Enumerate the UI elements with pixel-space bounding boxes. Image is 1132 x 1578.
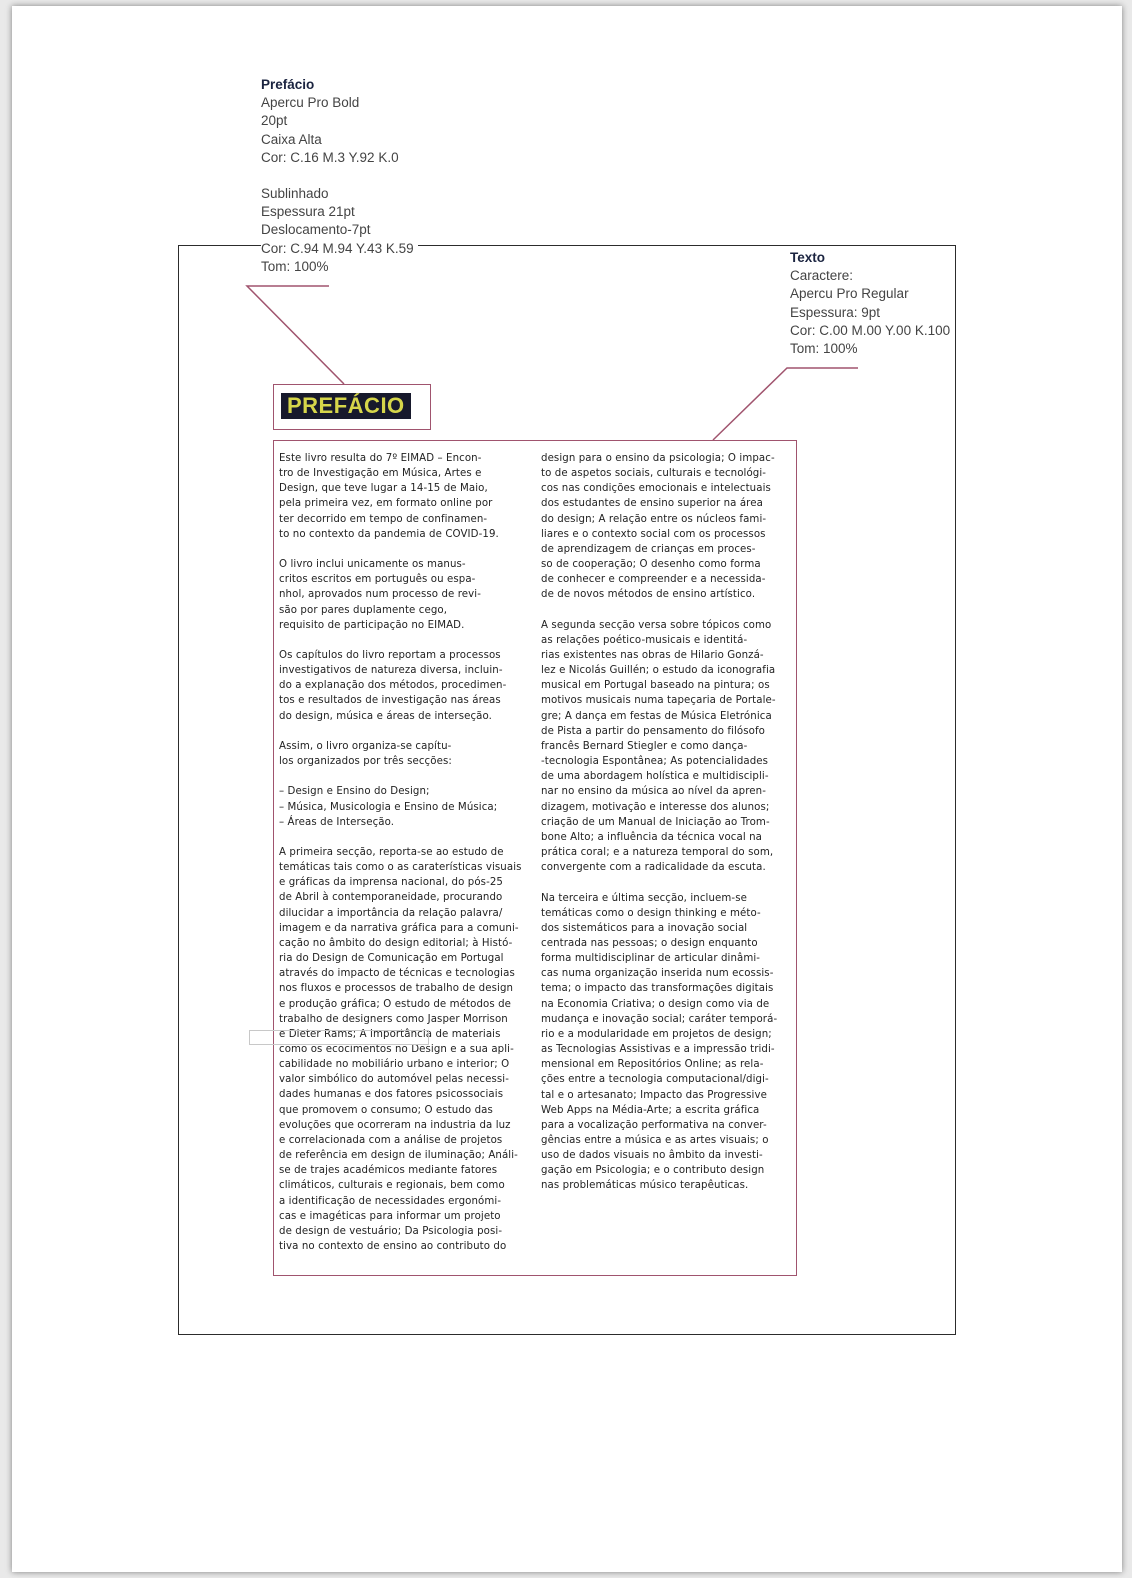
body-paragraph: Este livro resulta do 7º EIMAD – Encon- tro de Investigação em Música, Artes e Design, que teve lugar a 14-15 de Maio, pela primeira vez, em formato online por ter decorrido em tempo de confinamen- to no contexto da pandemia de COVID-19.: [279, 453, 499, 540]
body-paragraph: O livro inclui unicamente os manus- critos escritos em português ou espa- nhol, aprovados num processo de revi- são por pares duplamente cego, requisito de participação no EIMAD.: [279, 559, 482, 631]
body-paragraph: Na terceira e última secção, incluem-se temáticas como o design thinking e méto- dos sistemáticos para a inovação social centrada nas pessoas; o design enquanto forma multidisciplinar de articular dinâmi- cas numa organização inserida num ecossis- tema; o impacto das transformações digitais na Economia Criativa; o design como via de mudança e inovação social; caráter temporá- rio e a modularidade em projetos de design; as Tecnologias Assistivas e a impressão tridi- mensional em Repositórios Online; as rela- ções entre a tecnologia computacional/digi- tal e o artesanato; Impacto das Progressive Web Apps na Média-Arte; a escrita gráfica para a vocalização performativa na conver- gências entre a música e as artes visuais; o uso de dados visuais no âmbito da investi- gação em Psicologia; e o contributo design nas problemáticas músico terapêuticas.: [541, 892, 778, 1192]
spec-line: 20pt: [261, 113, 288, 129]
spec-line: Caixa Alta: [261, 131, 322, 147]
spec-line: Sublinhado: [261, 186, 329, 202]
body-paragraph: Assim, o livro organiza-se capítu- los organizados por três secções:: [279, 740, 452, 768]
spec-line: Cor: C.94 M.94 Y.43 K.59: [261, 240, 414, 256]
body-paragraph: A segunda secção versa sobre tópicos como as relações poético-musicais e identitá- rias existentes nas obras de Hilario Gonzá- lez e Nicolás Guillén; o estudo da iconografia musical em Portugal baseado na pintura; os motivos musicais numa tapeçaria de Portale- gre; A dança em festas de Música Eletrónica de Pista a partir do pensamento do filósofo francês Bernard Stiegler e como dança- -tecnologia Espontânea; As potencialidades de uma abordagem holística e multidiscipli- nar no ensino da música ao nível da apren- dizagem, motivação e interesse dos alunos; criação de um Manual de Iniciação ao Trom- bone Alto; a influência da técnica vocal na prática coral; e a natureza temporal do som, convergente com a radicalidade da escuta.: [541, 619, 776, 874]
spec-line: Apercu Pro Bold: [261, 95, 360, 111]
body-section-list: – Design e Ensino do Design; – Música, Musicologia e Ensino de Música; – Áreas de Interseção.: [279, 786, 498, 828]
texto-spec-annotation: [790, 249, 954, 358]
spec-line: Espessura 21pt: [261, 204, 355, 220]
prefacio-spec-annotation: [261, 76, 418, 276]
body-paragraph: design para o ensino da psicologia; O impac- to de aspetos sociais, culturais e tecnológi- cos nas condições emocionais e intelectuais dos estudantes de ensino superior na área do design; A relação entre os núcleos fami- liares e o contexto social com os processos de aprendizagem de crianças em proces- so de cooperação; O desenho como forma de conhecer e compreender e a necessida- de de novos métodos de ensino artístico.: [541, 453, 775, 601]
texto-spec-title: Texto: [790, 250, 826, 265]
spec-line: Cor: C.16 M.3 Y.92 K.0: [261, 149, 399, 165]
body-column-left: [279, 451, 525, 1269]
body-paragraph: A primeira secção, reporta-se ao estudo de temáticas tais como o as caraterísticas visuais e gráficas da imprensa nacional, do pós-25 de Abril à contemporaneidade, procurando dilucidar a importância da relação palavra/ imagem e da narrativa gráfica para a comuni- cação no âmbito do design editorial; à Histó- ria do Design de Comunicação em Portugal através do impacto de técnicas e tecnologias nos fluxos e processos de trabalho de design e produção gráfica; O estudo de métodos de trabalho de designers como Jasper Morrison e Dieter Rams; A importância de materiais como os ecocimentos no Design e a sua apli- cabilidade no mobiliário urbano e interior; O valor simbólico do automóvel pelas necessi- dades humanas e dos fatores psicossociais que promovem o consumo; O estudo das evoluções que ocorreram na industria da luz e correlacionada com a análise de projetos de referência em design de iluminação; Análi- se de trajes académicos mediante fatores climáticos, culturais e regionais, bem como a identificação de necessidades ergonómi- cas e imagéticas para informar um projeto de design de vestuário; Da Psicologia posi- tiva no contexto de ensino ao contributo do: [279, 846, 522, 1253]
spec-line: Espessura: 9pt: [790, 304, 881, 320]
body-paragraph: Os capítulos do livro reportam a processos investigativos de natureza diversa, incluin- do a explanação dos métodos, procedimen- tos e resultados de investigação nas áreas do design, música e áreas de interseção.: [279, 650, 507, 722]
spec-line: Apercu Pro Regular: [790, 286, 909, 302]
spec-line: Caractere:: [790, 268, 854, 284]
spec-line: Tom: 100%: [261, 258, 329, 274]
spec-line: Cor: C.00 M.00 Y.00 K.100: [790, 322, 951, 338]
body-column-right: [541, 451, 787, 1209]
prefacio-spec-title: Prefácio: [261, 77, 315, 92]
selection-marker: [249, 1030, 429, 1045]
preface-heading: PREFÁCIO: [281, 393, 411, 419]
spec-line: Tom: 100%: [790, 341, 858, 357]
spec-line: Deslocamento-7pt: [261, 222, 371, 238]
